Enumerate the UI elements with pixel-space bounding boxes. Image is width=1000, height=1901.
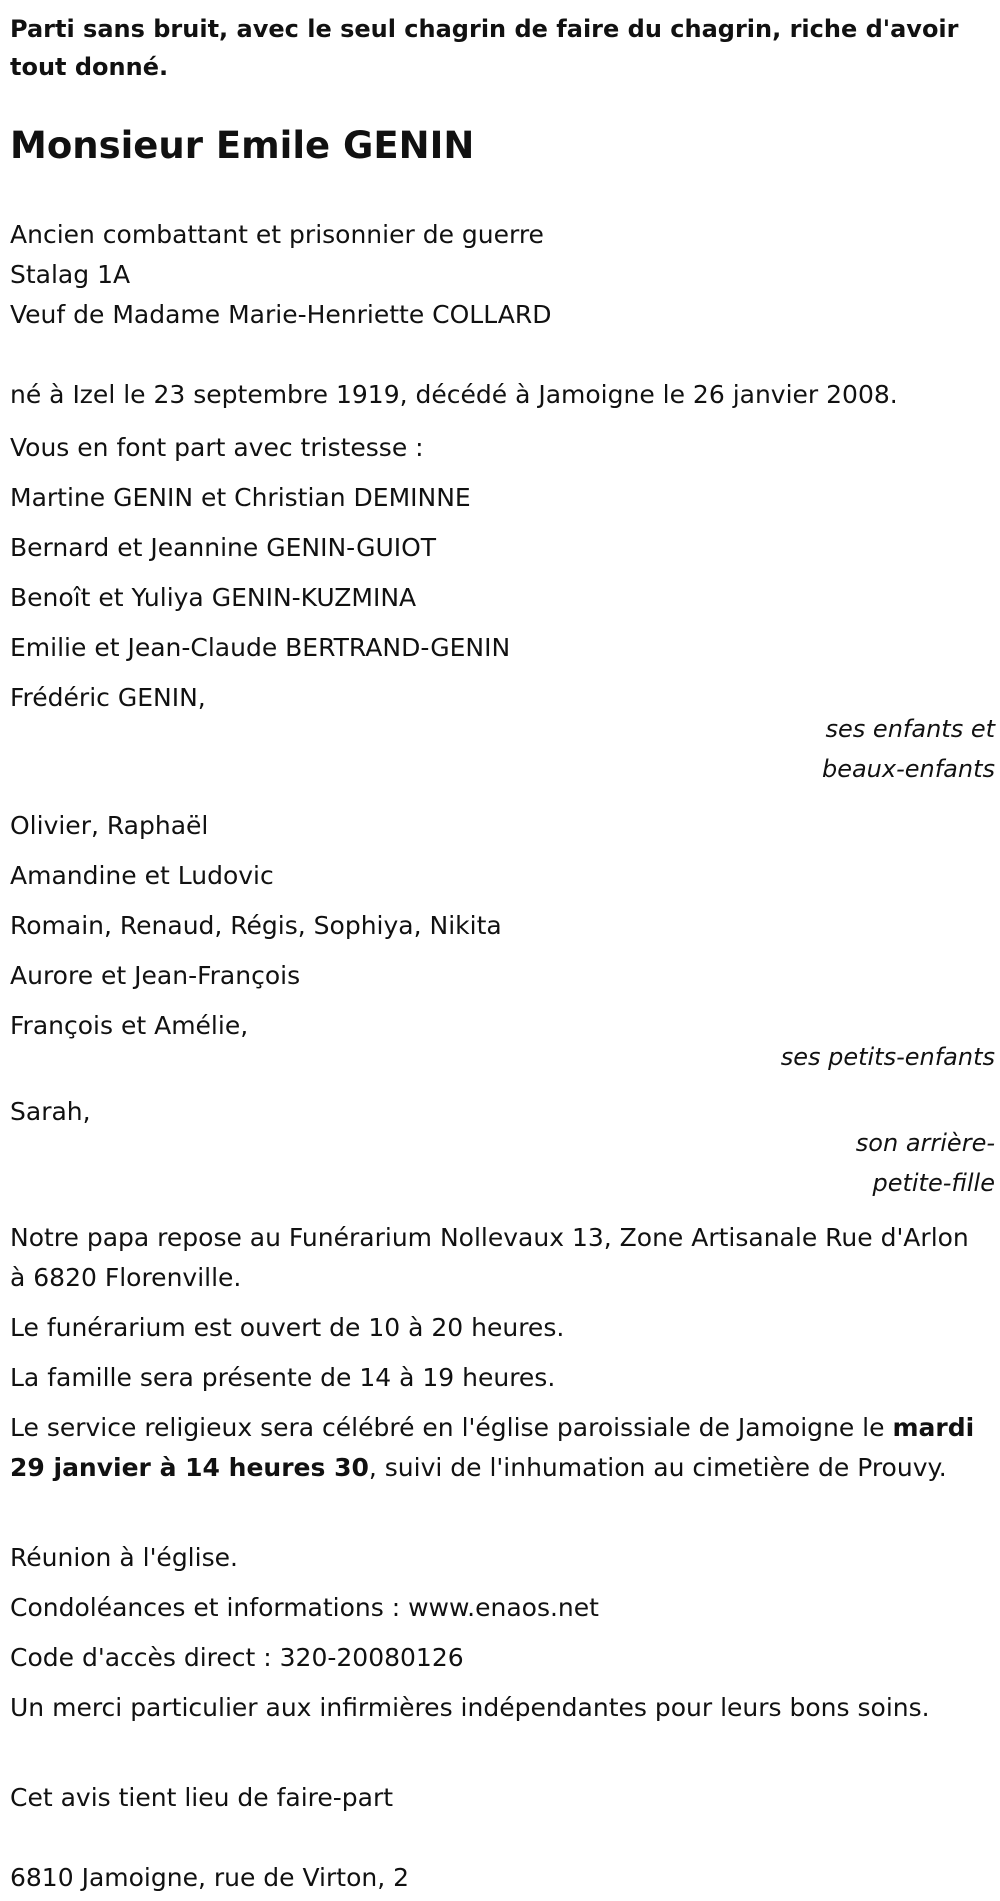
great-grandchildren-label — [856, 1123, 995, 1203]
meeting-line: Réunion à l'église. — [10, 1543, 238, 1572]
grandchild-line: François et Amélie, — [10, 1011, 249, 1040]
grandchildren-label-text: ses petits-enfants — [780, 1043, 995, 1071]
grandchild-line: Amandine et Ludovic — [10, 861, 274, 890]
title-line: Stalag 1A — [10, 260, 131, 289]
rest-place-paragraph: Notre papa repose au Funérarium Nollevaux 13, Zone Artisanale Rue d'Arlon à 6820 Florenville. — [10, 1223, 969, 1292]
child-line: Martine GENIN et Christian DEMINNE — [10, 483, 471, 512]
children-label — [822, 709, 995, 789]
children-label-line: ses enfants et — [825, 715, 995, 743]
children-label-line: beaux-enfants — [821, 755, 995, 783]
grandchildren-label — [781, 1037, 995, 1077]
great-grandchildren-label-line: son arrière- — [855, 1129, 995, 1157]
epigraph: Parti sans bruit, avec le seul chagrin de faire du chagrin, riche d'avoir tout donné. — [10, 15, 959, 81]
great-grandchildren-label-line: petite-fille — [872, 1169, 995, 1197]
children-block — [10, 423, 995, 723]
announce-line: Vous en font part avec tristesse : — [10, 433, 424, 462]
thanks-paragraph: Un merci particulier aux infirmières indépendantes pour leurs bons soins. — [10, 1693, 930, 1722]
child-line: Bernard et Jeannine GENIN-GUIOT — [10, 533, 437, 562]
hours-open-line: Le funérarium est ouvert de 10 à 20 heures. — [10, 1313, 565, 1342]
grandchild-line: Romain, Renaud, Régis, Sophiya, Nikita — [10, 911, 502, 940]
service-paragraph — [10, 1408, 985, 1488]
great-grandchild-line: Sarah, — [10, 1097, 91, 1126]
family-present-line: La famille sera présente de 14 à 19 heures. — [10, 1363, 556, 1392]
titles-block — [10, 215, 995, 335]
grandchild-line: Aurore et Jean-François — [10, 961, 301, 990]
service-date: mardi 29 janvier à 14 heures 30 — [10, 1413, 975, 1482]
grandchild-line: Olivier, Raphaël — [10, 811, 209, 840]
deceased-name: Monsieur Emile GENIN — [10, 124, 475, 167]
grandchildren-block — [10, 801, 995, 1051]
child-line: Emilie et Jean-Claude BERTRAND-GENIN — [10, 633, 511, 662]
birth-death-line: né à Izel le 23 septembre 1919, décédé à Jamoigne le 26 janvier 2008. — [10, 380, 898, 409]
title-line: Ancien combattant et prisonnier de guerre — [10, 220, 544, 249]
address-line: 6810 Jamoigne, rue de Virton, 2 — [10, 1863, 410, 1892]
child-line: Benoît et Yuliya GENIN-KUZMINA — [10, 583, 417, 612]
access-code-line: Code d'accès direct : 320-20080126 — [10, 1643, 464, 1672]
service-outro: , suivi de l'inhumation au cimetière de Prouvy. — [368, 1453, 947, 1482]
title-line: Veuf de Madame Marie-Henriette COLLARD — [10, 300, 552, 329]
notice-line: Cet avis tient lieu de faire-part — [10, 1783, 394, 1812]
condolences-line: Condoléances et informations : www.enaos.net — [10, 1593, 599, 1622]
service-intro: Le service religieux sera célébré en l'église paroissiale de Jamoigne le — [10, 1413, 885, 1442]
child-line: Frédéric GENIN, — [10, 683, 206, 712]
